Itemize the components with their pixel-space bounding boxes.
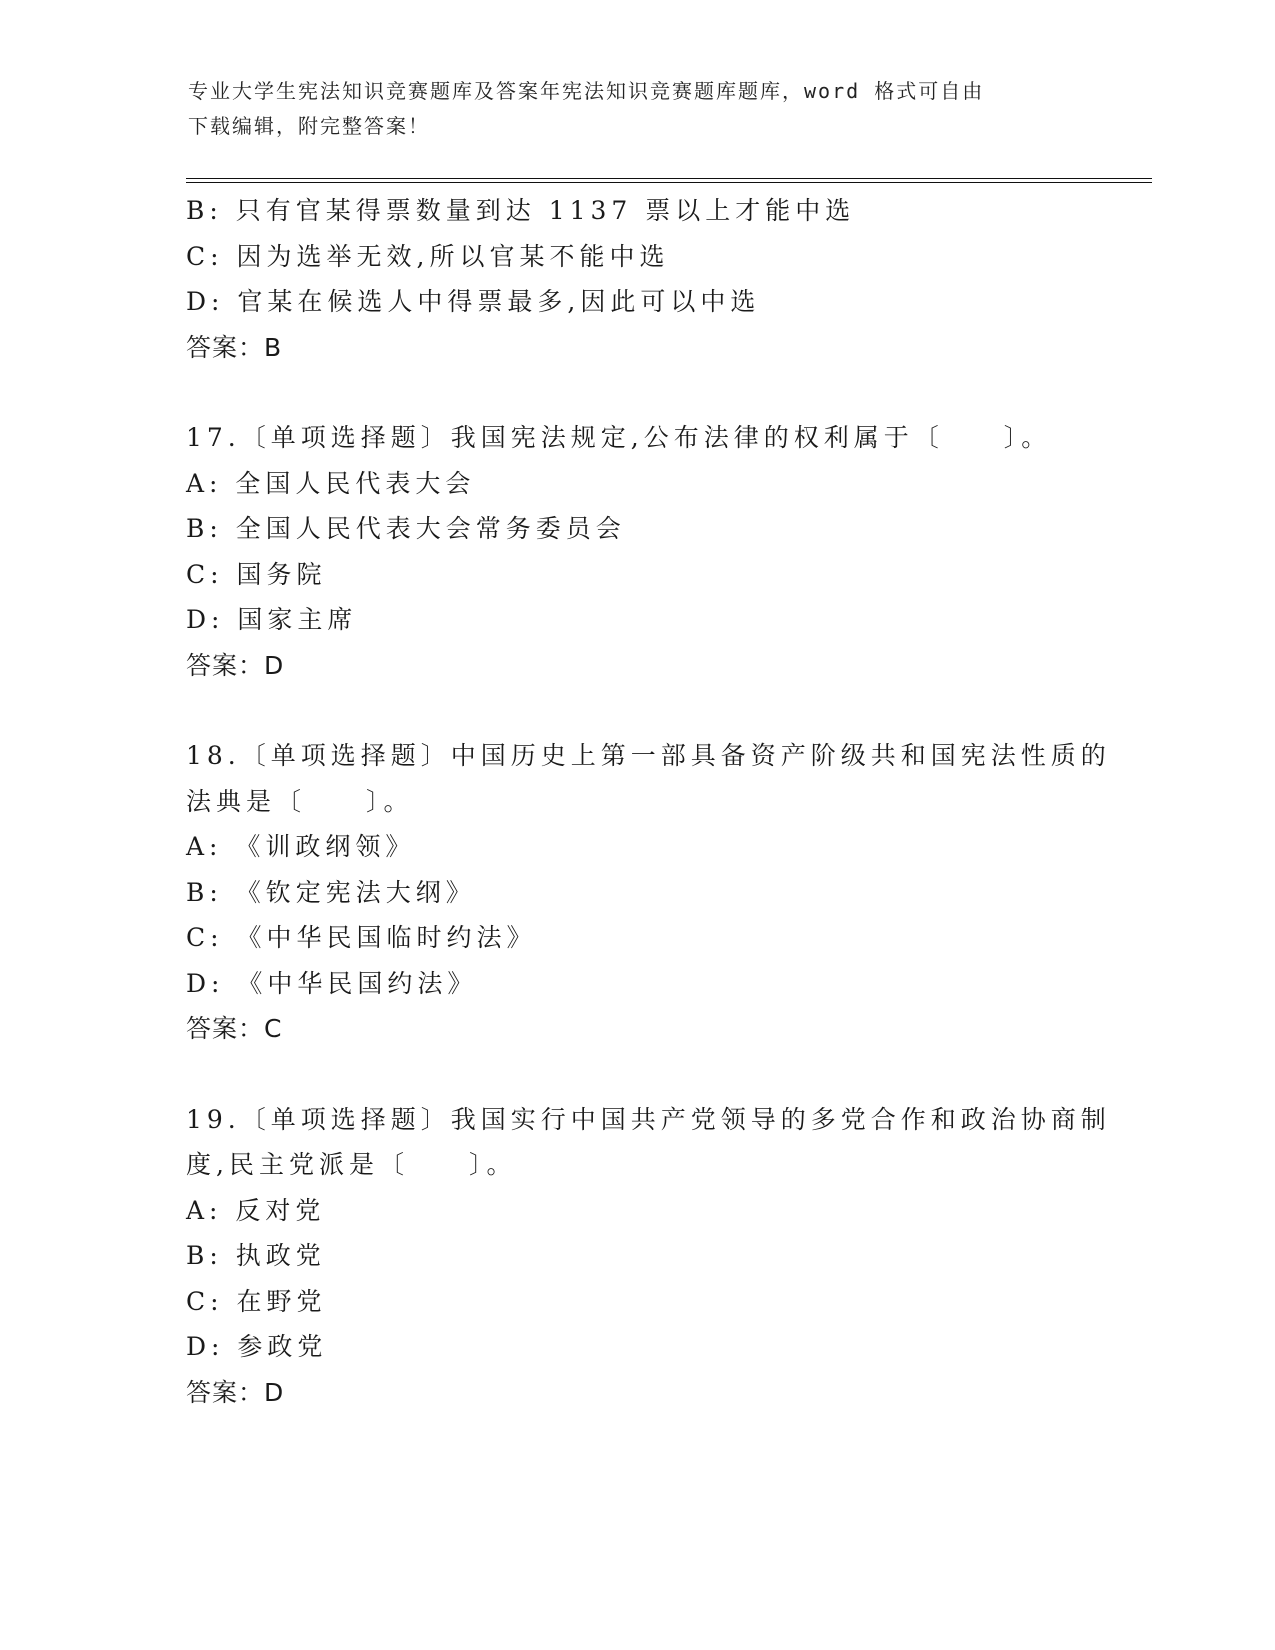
question-title-line-1: 19.〔单项选择题〕我国实行中国共产党领导的多党合作和政治协商制 [186,1104,1111,1134]
header-divider-top [186,178,1152,179]
option-d: D: 官某在候选人中得票最多,因此可以中选 [186,287,761,316]
question-title-line-1: 18.〔单项选择题〕中国历史上第一部具备资产阶级共和国宪法性质的 [186,741,1111,770]
question-16 [186,188,1086,370]
answer-label: 答案：D [186,650,285,680]
option-c: C: 《中华民国临时约法》 [186,923,537,952]
answer-label: 答案：D [186,1377,285,1407]
option-d: D: 《中华民国约法》 [186,968,478,998]
option-d: D: 国家主席 [186,605,358,634]
option-b: B: 《钦定宪法大纲》 [186,877,476,907]
header-line-2: 下载编辑，附完整答案！ [188,114,430,138]
answer-label: 答案：B [186,332,283,362]
question-19 [186,1097,1111,1416]
question-17 [186,415,1086,688]
question-18 [186,733,1111,1052]
question-title-line-2: 法典是〔 〕。 [186,786,414,816]
question-title-line-2: 度,民主党派是〔 〕。 [186,1150,517,1179]
option-a: A: 反对党 [186,1195,326,1225]
option-b: B: 执政党 [186,1241,326,1270]
document-header [188,74,1068,144]
header-divider-bottom [186,182,1152,183]
question-title: 17.〔单项选择题〕我国宪法规定,公布法律的权利属于〔 〕。 [186,423,1052,452]
option-c: C: 国务院 [186,559,327,589]
option-c: C: 在野党 [186,1286,327,1316]
option-c: C: 因为选举无效,所以官某不能中选 [186,241,670,271]
option-d: D: 参政党 [186,1332,328,1361]
option-b: B: 只有官某得票数量到达 1137 票以上才能中选 [186,196,856,225]
option-b: B: 全国人民代表大会常务委员会 [186,514,626,543]
question-list [186,188,1111,1415]
option-a: A: 《训政纲领》 [186,832,416,861]
header-line-1: 专业大学生宪法知识竞赛题库及答案年宪法知识竞赛题库题库，word 格式可自由 [188,79,985,103]
option-a: A: 全国人民代表大会 [186,468,476,498]
answer-label: 答案：C [186,1014,283,1043]
